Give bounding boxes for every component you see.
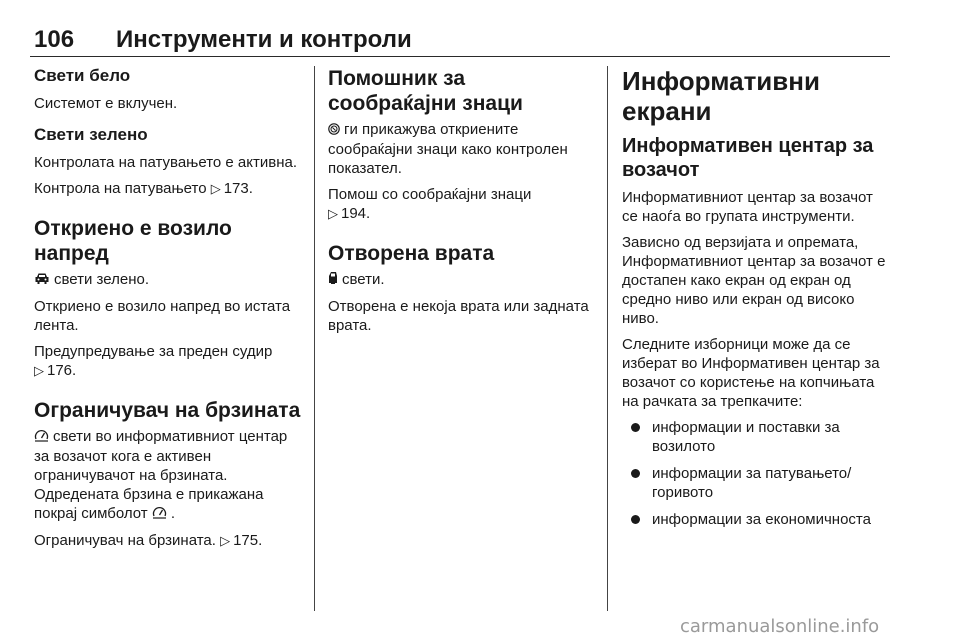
paragraph-text: свети зелено. [54,271,150,288]
ref-text: Предупредување за преден судир [34,343,273,360]
page-header [30,22,890,57]
section-heading: Откриено е возило напред [34,217,232,265]
paragraph-text: ги прикажува откриените сообраќајни знаци како контролен показател. [328,121,568,177]
list-item-text: информации за економичноста [652,511,871,528]
column-divider [607,66,608,611]
section-heading: Информативен центар за возачот [622,135,874,181]
paragraph-with-icon [328,270,596,290]
paragraph-with-icon: свети во информативниот центар за возачот кога е активен ограничувачот на брзината. Одредената брзина е прикажана покрај симболот . [34,428,288,522]
column-left [34,66,302,557]
paragraph-with-icon [34,270,302,290]
watermark: carmanualsonline.info [680,616,880,637]
ref-arrow-icon: ▷ [210,181,221,196]
bullet-list [622,418,890,529]
ref-arrow-icon: ▷ [220,533,231,548]
section-heading: Отворена врата [328,242,495,265]
ref-text: Контрола на патувањето [34,180,207,197]
paragraph-with-icon [328,120,596,178]
page-ref[interactable]: 175. [233,532,263,549]
paragraph: Системот е вклучен. [34,95,178,112]
bullet-icon [631,469,640,478]
paragraph: Информативниот центар за возачот се наоѓа во групата инструменти. [622,189,873,225]
paragraph-text: свети во информативниот центар за возачот кога е активен ограничувачот на брзината. Одредената брзина е прикажана покрај симболот [34,428,288,522]
column-divider [314,66,315,611]
ref-text: Помош со сообраќајни знаци [328,186,532,203]
ref-arrow-icon: ▷ [328,206,338,221]
list-item-text: информации за патувањето/ горивото [652,465,852,501]
paragraph: Следните изборници може да се изберат во Информативен центар за возачот со користење на копчињата на рачката за трепкачите: [622,336,880,410]
section-heading: Ограничувач на брзината [34,399,301,422]
bullet-icon [631,423,640,432]
paragraph: Отворена е некоја врата или задната врата. [328,298,589,334]
speed-limiter-icon [152,505,167,524]
list-item-text: информации и поставки за возилото [652,419,840,455]
column-middle [328,66,596,342]
paragraph-with-ref [34,342,302,380]
column-right [622,66,890,537]
page-ref[interactable]: 173. [223,180,253,197]
list-item [622,464,890,502]
speed-limiter-icon [34,428,49,447]
ref-arrow-icon: ▷ [34,363,44,378]
paragraph: Откриено е возило напред во истата лента. [34,298,291,334]
chapter-title: Информативни екрани [622,66,820,126]
page-number: 106 [34,26,75,53]
paragraph: Зависно од верзијата и опремата, Информативниот центар за возачот е достапен како екран од екран од средно ниво или екран од високо ниво. [622,234,886,327]
list-item [622,510,890,529]
list-item [622,418,890,456]
page-ref[interactable]: 176. [47,362,77,379]
page-ref[interactable]: 194. [341,205,371,222]
traffic-sign-icon [328,121,340,140]
paragraph-with-ref [34,179,302,198]
paragraph-with-ref [34,531,302,550]
paragraph-text: свети. [342,271,385,288]
header-title: Инструменти и контроли [116,26,412,53]
section-heading: Помошник за сообраќајни знаци [328,67,523,115]
ref-text: Ограничувач на брзината. [34,532,216,549]
paragraph-with-ref [328,185,596,223]
bullet-icon [631,515,640,524]
car-icon [34,271,50,290]
section-heading: Свети зелено [34,125,148,144]
paragraph: Контролата на патувањето е активна. [34,154,298,171]
open-door-icon [328,271,338,290]
section-heading: Свети бело [34,66,131,85]
